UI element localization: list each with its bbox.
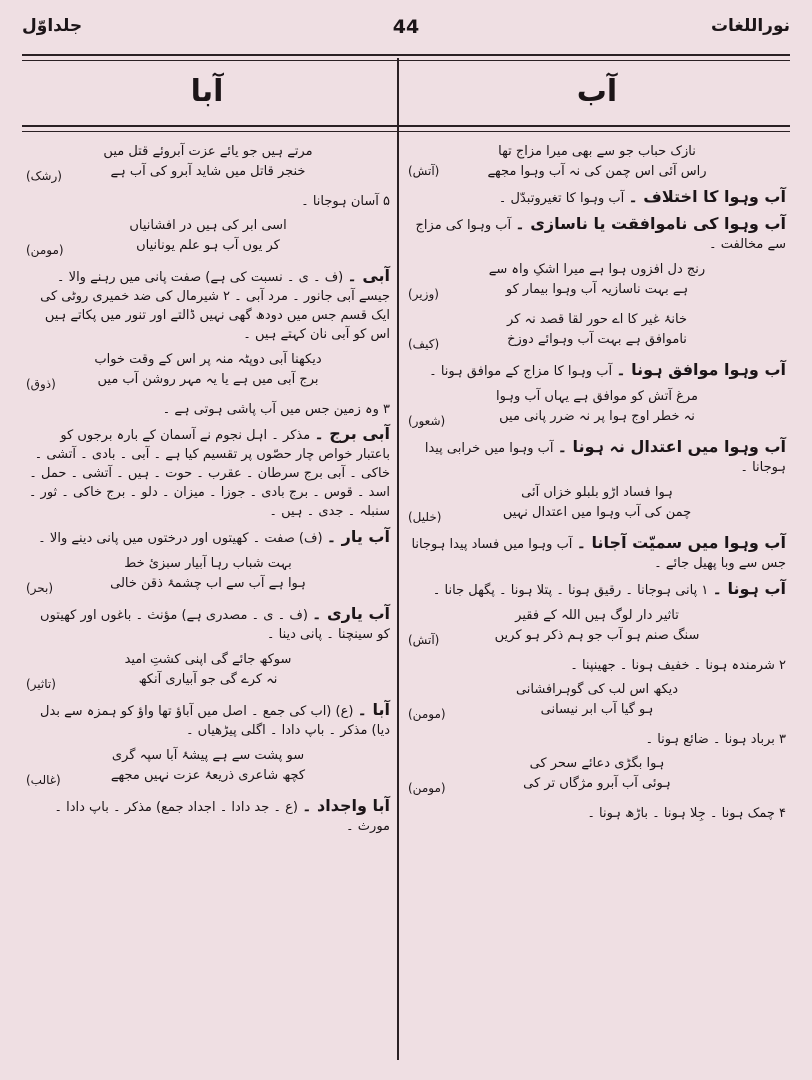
verse-line: برج آبی میں ہے یا یہ مہر روشن آب میں [97, 372, 319, 387]
poet-name: (تاثیر) [26, 677, 56, 691]
dictionary-entry [26, 796, 390, 836]
poet-name: (بحر) [26, 581, 54, 595]
dictionary-entry [26, 700, 390, 740]
entry-keyword: آبا ۔ [357, 700, 390, 719]
entry-keyword: آب وہوا کی ناموافقت یا ناسازی ۔ [515, 214, 786, 233]
verse-line: نہ خطر اوج ہوا پر نہ ضرر پانی میں [499, 409, 695, 424]
verse-line: ناموافق ہے بہت آب وہوائے دوزخ [507, 332, 687, 347]
poet-name: (مومن) [408, 707, 446, 721]
verse-line: بہت شباب رہا آبیار سبزئ خط [124, 556, 292, 571]
entry-definition: آب وہوا کی مزاج سے مخالفت ۔ [415, 218, 786, 252]
entry-keyword: آب ہونا ۔ [712, 579, 786, 598]
verse-line: دیکھنا آبی دوپٹہ منہ پر اس کے وقت خواب [94, 352, 322, 367]
verse-line: ہوا فساد اڑو بلبلو خزاں آئی [521, 485, 673, 500]
top-rule [22, 54, 790, 56]
entry-definition: مذکر ۔ اہل نجوم نے آسمان کے بارہ برجوں کو باعتبار خواص چار حصّوں پر تقسیم کیا ہے ۔ آبی ۔ بادی ۔ آتشی ۔ خاکی ۔ آبی برج سرطان ۔ عقرب ۔ حوت ۔ ہیں ۔ آتشی ۔ حمل ۔ اسد ۔ قوس ۔ برج بادی ۔ جوزا ۔ میزان ۔ دلو ۔ برج خاکی ۔ ثور ۔ سنبلہ ۔ جدی ۔ ہیں ۔ [28, 428, 390, 519]
book-title: نوراللغات [710, 16, 790, 36]
dictionary-entry [408, 187, 786, 208]
verse-line: ہوئی آب آبرو مژگاں تر کی [523, 776, 671, 791]
poet-name: (کیف) [408, 337, 440, 351]
entry-keyword: آبا واجداد ۔ [302, 796, 390, 815]
verse-line: سو پشت سے ہے پیشۂ آبا سپہ گری [111, 748, 305, 763]
verse-line: خانۂ غیر کا اے حور لقا قصد نہ کر [506, 312, 687, 327]
entry-definition: (ع ۔ جد دادا ۔ اجداد جمع) مذکر ۔ باپ دادا ۔ مورث ۔ [54, 800, 390, 834]
entry-keyword: آب یار ۔ [326, 527, 390, 546]
top-rule-thin [22, 60, 790, 61]
verse-line: ہے بہت ناسازیہ آب وہوا بیمار کو [505, 282, 689, 297]
column-divider [397, 58, 399, 1060]
entry-keyword: آبی برج ۔ [314, 424, 390, 443]
poet-name: (آتش) [408, 164, 440, 178]
entry-definition: (ع) (اب کی جمع ۔ اصل میں آباؤ تھا واؤ کو ہمزہ سے بدل دیا) مذکر ۔ باپ دادا ۔ اگلی پیڑھیاں ۔ [40, 704, 390, 738]
entry-definition: آب وہوا میں فساد پیدا ہوجانا جس سے وبا پھیل جائے ۔ [411, 537, 786, 571]
sense-line: ۵ آسان ہوجانا ۔ [301, 194, 390, 209]
verse-line: رنج دل افزوں ہوا ہے میرا اشکِ واہ سے [488, 262, 706, 277]
entry-definition: ۱ پانی ہوجانا ۔ رقیق ہونا ۔ پتلا ہونا ۔ پگھل جانا ۔ [432, 583, 713, 598]
poet-name: (خلیل) [408, 510, 442, 524]
verse-line: دیکھ اس لب کی گوہرافشانی [515, 682, 679, 697]
entry-definition: آب وہوا کا تغیروتبدّل ۔ [498, 191, 629, 206]
dictionary-entry [408, 437, 786, 477]
dictionary-entry [408, 360, 786, 381]
verse-line: سنگ صنم ہو آب جو ہم ذکر ہو کریں [494, 628, 700, 643]
poet-name: (غالب) [26, 773, 61, 787]
dictionary-entry [408, 533, 786, 573]
poet-name: (مومن) [408, 781, 446, 795]
verse-line: ہو گیا آب ابر نیسانی [540, 702, 654, 717]
verse-line: نازک حباب جو سے بھی میرا مزاج تھا [498, 144, 696, 159]
left-column-headword: آبا [190, 74, 224, 109]
headword-rule [22, 125, 790, 127]
sense-line: ۳ وہ زمین جس میں آب پاشی ہوتی ہے ۔ [162, 402, 390, 417]
dictionary-entry [26, 266, 390, 344]
poet-name: (ذوق) [26, 377, 56, 391]
entry-definition: آب وہوا کا مزاج کے موافق ہونا ۔ [429, 364, 617, 379]
dictionary-entry [26, 527, 390, 548]
verse-line: نہ کرے گی جو آبیاری آنکھ [138, 672, 278, 687]
verse-line: اسی ابر کی ہیں در افشانیاں [129, 218, 287, 233]
left-column [26, 142, 390, 842]
entry-keyword: آب یاری ۔ [312, 604, 390, 623]
entry-keyword: آب وہوا کا اختلاف ۔ [628, 187, 786, 206]
poet-name: (آتش) [408, 633, 440, 647]
poet-name: (وزیر) [408, 287, 439, 301]
verse-line: تاثیر دار لوگ ہیں اللہ کے فقیر [515, 608, 679, 623]
right-column-headword: آب [576, 74, 618, 109]
poet-name: (مومن) [26, 243, 64, 257]
page-number: 44 [392, 16, 420, 38]
poet-name: (شعور) [408, 414, 446, 428]
entry-definition: (ف ۔ ی ۔ مصدری ہے) مؤنث ۔ باغوں اور کھیتوں کو سینچنا ۔ پانی دینا ۔ [40, 608, 390, 642]
dictionary-entry [26, 424, 390, 521]
entry-keyword: آب وہوا میں اعتدال نہ ہونا ۔ [557, 437, 786, 456]
entry-keyword: آب وہوا میں سمیّت آجانا ۔ [576, 533, 786, 552]
verse-line: ہوا بگڑی دعائے سحر کی [529, 756, 665, 771]
poet-name: (رشک) [26, 169, 62, 183]
sense-line: ۴ چمک ہونا ۔ جِلا ہونا ۔ باڑھ ہونا ۔ [587, 806, 786, 821]
entry-keyword: آب وہوا موافق ہونا ۔ [616, 360, 786, 379]
dictionary-entry [408, 579, 786, 600]
entry-definition: (ف) صفت ۔ کھیتوں اور درختوں میں پانی دینے والا ۔ [38, 531, 327, 546]
right-column [408, 142, 786, 828]
dictionary-entry [408, 214, 786, 254]
volume-label: جلداوّل [22, 16, 83, 36]
entry-definition: (ف ۔ ی ۔ نسبت کی ہے) صفت پانی میں رہنے والا ۔ جیسے آبی جانور ۔ مرد آبی ۔ ۲ شیرمال کی ضد خمیری روٹی کی ایک قسم جس میں دودھ گھی نہیں ڈالتے اور تنور میں پکاتے ہیں اس کو آبی نان کہتے ہیں ۔ [40, 270, 390, 342]
sense-line: ۳ برباد ہونا ۔ ضائع ہونا ۔ [645, 732, 786, 747]
verse-line: سوکھ جائے گی اپنی کشتِ امید [124, 652, 292, 667]
verse-line: مرغ آتش کو موافق ہے یہاں آب وہوا [496, 389, 698, 404]
entry-definition: آب وہوا میں خرابی پیدا ہوجانا ۔ [424, 441, 786, 475]
entry-keyword: آبی ۔ [347, 266, 390, 285]
headword-rule-thin [22, 131, 790, 132]
sense-line: ۲ شرمندہ ہونا ۔ خفیف ہونا ۔ جھینپنا ۔ [570, 658, 786, 673]
verse-line: راس آئی اس چمن کی نہ آب وہوا مجھے [487, 164, 707, 179]
verse-line: مرتے ہیں جو یائے عزت آبروئے قتل میں [103, 144, 313, 159]
verse-line: ہوا ہے آب سے اب چشمۂ ذقن خالی [110, 576, 306, 591]
dictionary-entry [26, 604, 390, 644]
verse-line: چمن کی آب وہوا میں اعتدال نہیں [502, 505, 692, 520]
verse-line: کر یوں آب ہو علم یونانیاں [136, 238, 280, 253]
verse-line: خنجر قاتل میں شاید آبرو کی آب ہے [110, 164, 306, 179]
verse-line: کچھ شاعری ذریعۂ عزت نہیں مجھے [110, 768, 306, 783]
